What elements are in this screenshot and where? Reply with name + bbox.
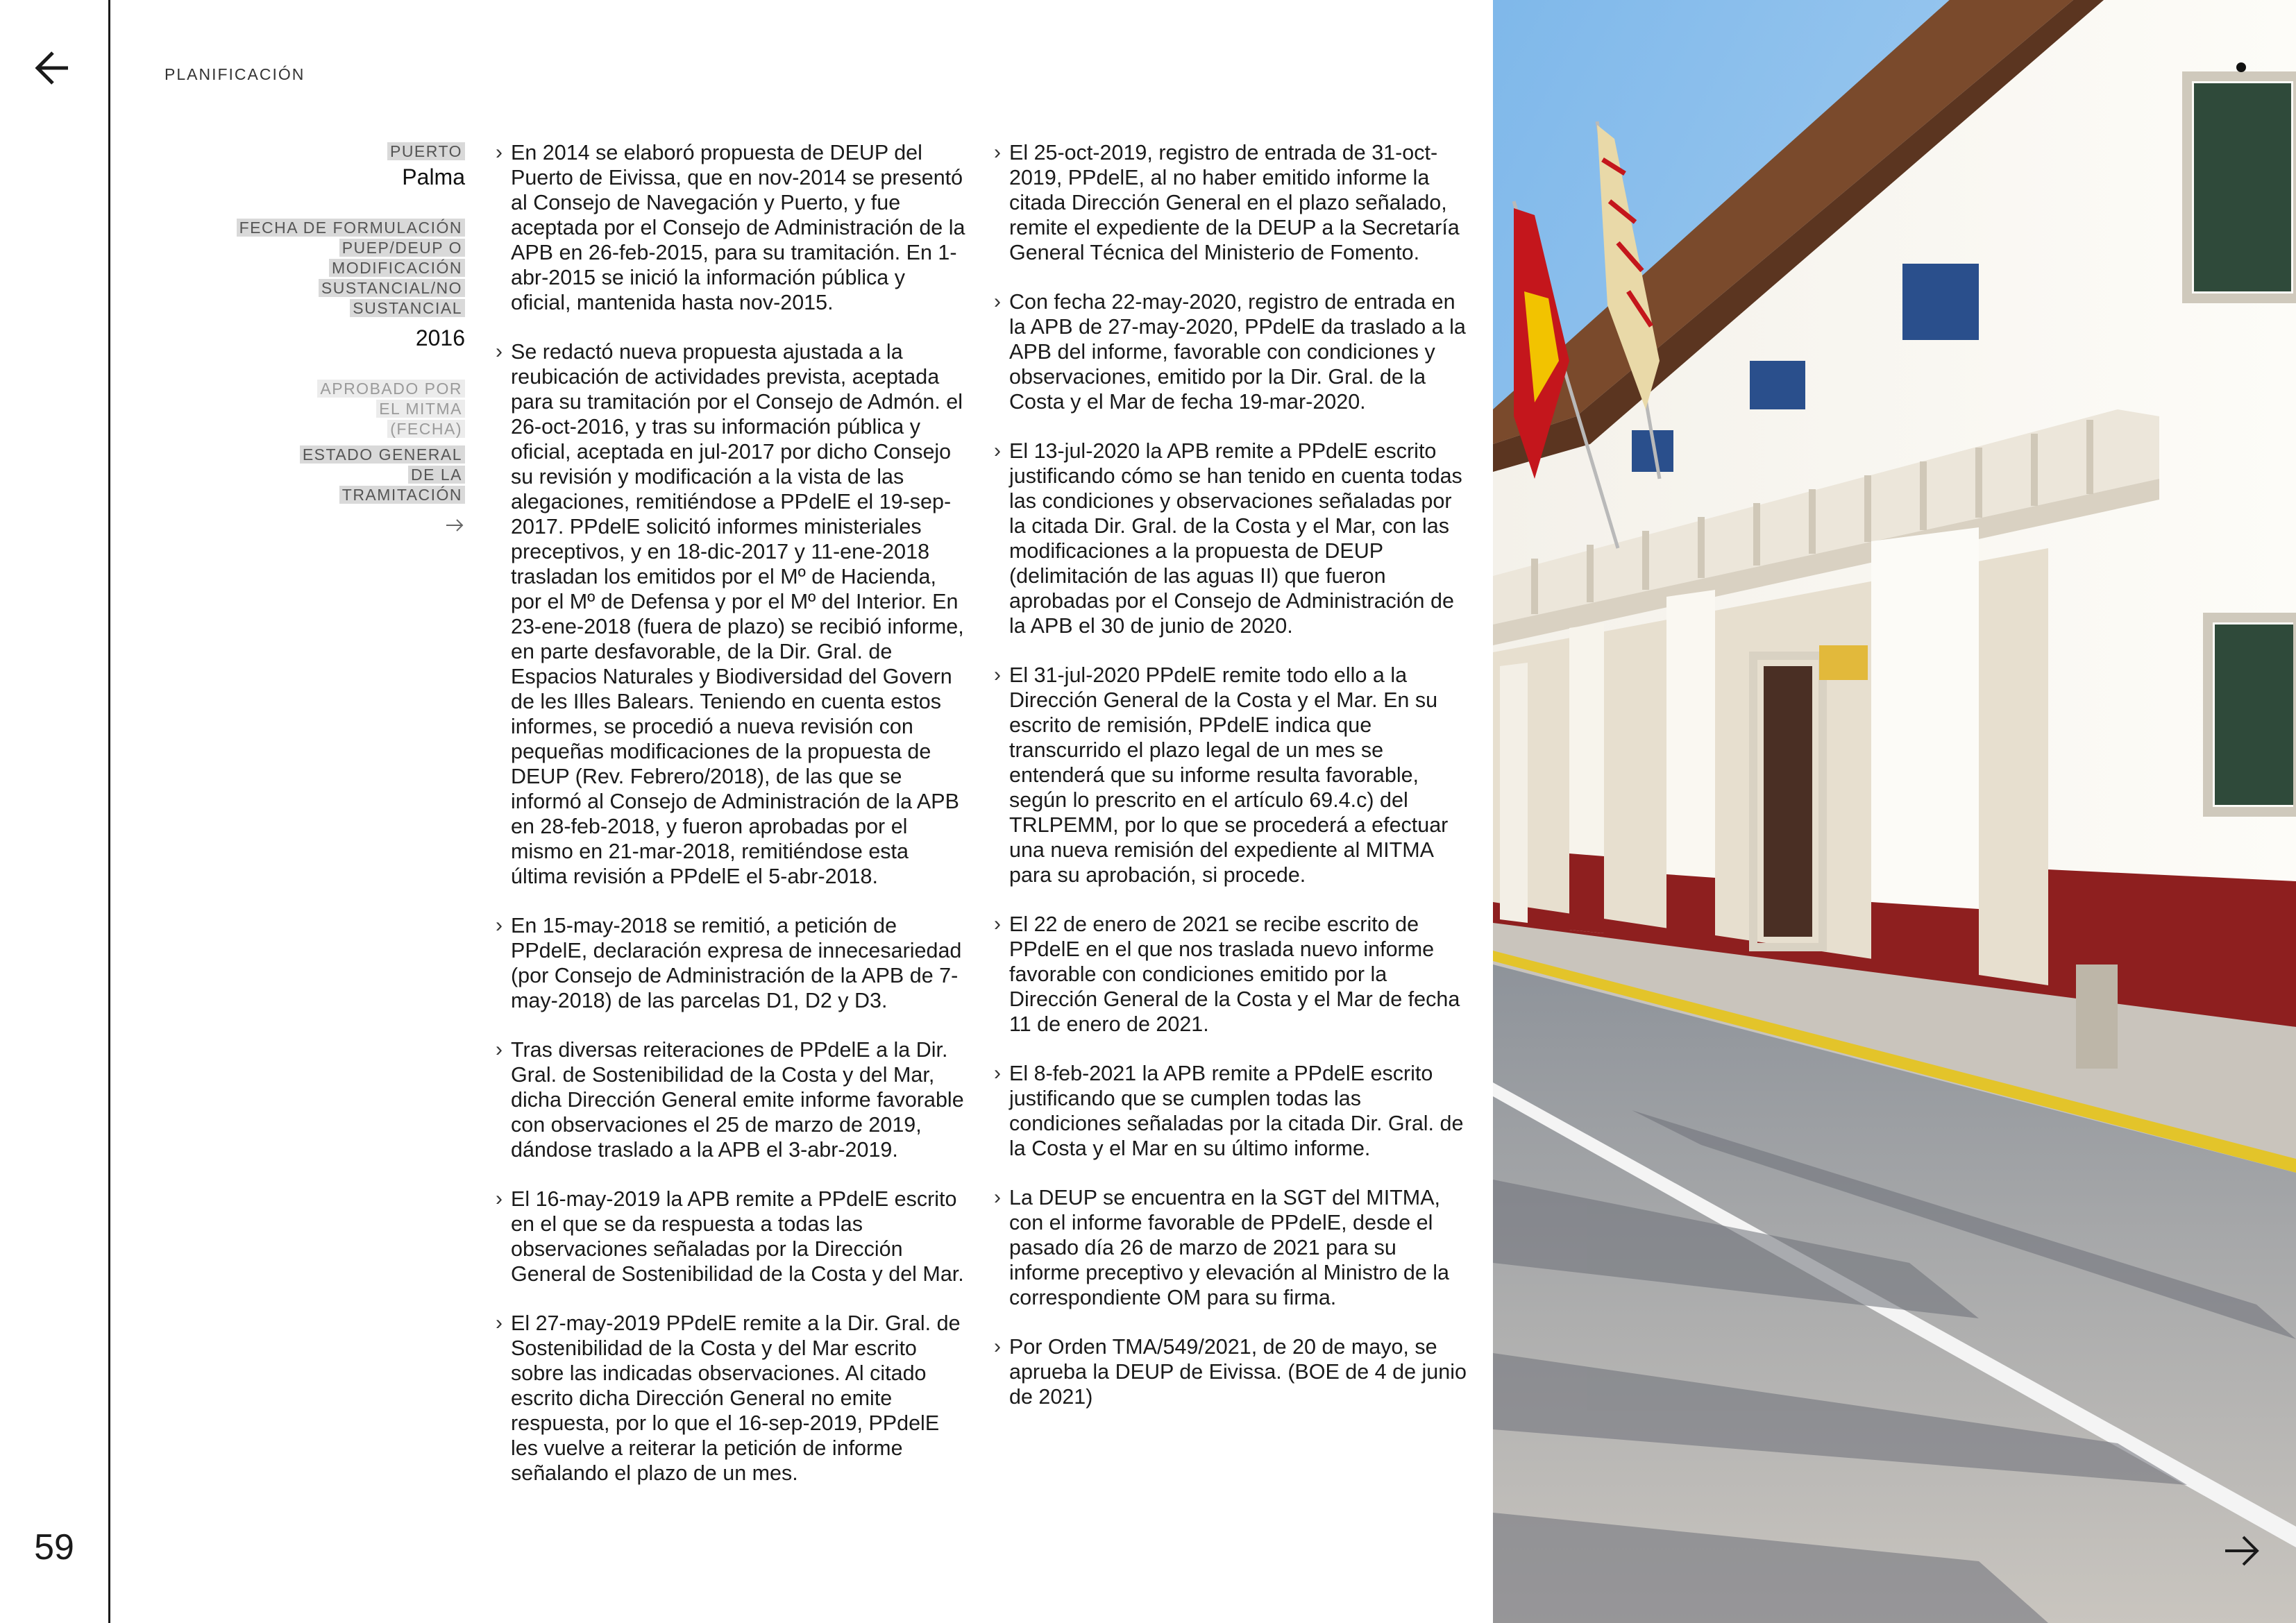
list-item: › El 25-oct-2019, registro de entrada de 31-oct-2019, PPdelE, al no haber emitido informe la citada Dirección General en el plazo señalado, remite el expediente de la DEUP a la Secretaría General Técnica del Ministerio de Fomento.	[995, 140, 1467, 265]
metadata-panel	[180, 142, 465, 536]
text-column-2	[995, 140, 1467, 1434]
list-item: › El 13-jul-2020 la APB remite a PPdelE escrito justificando cómo se han tenido en cuenta todas las condiciones y observaciones señaladas por la citada Dir. Gral. de la Costa y el Mar, con las modificaciones a la propuesta de DEUP (delimitación de las aguas II) que fueron aprobadas por el Consejo de Administración de la APB el 30 de junio de 2020.	[995, 439, 1467, 638]
marker-dot	[2236, 62, 2246, 72]
list-item: › El 31-jul-2020 PPdelE remite todo ello a la Dirección General de la Costa y el Mar. En su escrito de remisión, PPdelE indica que transcurrido el plazo legal de un mes se entenderá que su informe resulta favorable, según lo prescrito en el artículo 69.4.c) del TRLPEMM, por lo que se procederá a efectuar una nueva remisión del expediente al MITMA para su aprobación, si procede.	[995, 663, 1467, 887]
puerto-label: PUERTO	[387, 142, 465, 160]
list-item: › El 8-feb-2021 la APB remite a PPdelE escrito justificando que se cumplen todas las condiciones señaladas por la citada Dir. Gral. de la Costa y el Mar en su último informe.	[995, 1061, 1467, 1161]
arrow-left-icon[interactable]	[33, 49, 72, 87]
list-item: › El 22 de enero de 2021 se recibe escrito de PPdelE en el que nos traslada nuevo informe favorable con condiciones emitido por la Dirección General de la Costa y el Mar de fecha 11 de enero de 2021.	[995, 912, 1467, 1037]
aprobado-label: APROBADO POR EL MITMA (FECHA)	[317, 380, 465, 438]
puerto-value: Palma	[402, 164, 465, 189]
arrow-right-icon[interactable]	[2221, 1530, 2263, 1572]
building-photo	[1493, 0, 2296, 1623]
section-label: PLANIFICACIÓN	[164, 65, 305, 83]
list-item: › Por Orden TMA/549/2021, de 20 de mayo, se aprueba la DEUP de Eivissa. (BOE de 4 de junio de 2021)	[995, 1334, 1467, 1409]
list-item: › En 2014 se elaboró propuesta de DEUP del Puerto de Eivissa, que en nov-2014 se presentó al Consejo de Navegación y Puerto, y fue aceptada por el Consejo de Administración de la APB en 26-feb-2015, para su tramitación. En 1-abr-2015 se inició la información pública y oficial, mantenida hasta nov-2015.	[497, 140, 969, 315]
estado-label: ESTADO GENERAL DE LA TRAMITACIÓN	[300, 445, 465, 504]
fecha-value: 2016	[415, 325, 465, 350]
page-number: 59	[34, 1527, 74, 1567]
list-item: › La DEUP se encuentra en la SGT del MITMA, con el informe favorable de PPdelE, desde el pasado día 26 de marzo de 2021 para su informe preceptivo y elevación al Ministro de la correspondiente OM para su firma.	[995, 1185, 1467, 1310]
nav-rail	[0, 0, 110, 1623]
list-item: › El 27-may-2019 PPdelE remite a la Dir. Gral. de Sostenibilidad de la Costa y del Mar escrito sobre las indicadas observaciones. Al citado escrito dicha Dirección General no emite respuesta, por lo que el 16-sep-2019, PPdelE les vuelve a reiterar la petición de informe señalando el plazo de un mes.	[497, 1311, 969, 1486]
text-column-1	[497, 140, 969, 1510]
list-item: › Se redactó nueva propuesta ajustada a la reubicación de actividades prevista, aceptada para su tramitación por el Consejo de Admón. el 26-oct-2016, y tras su información pública y oficial, aceptada en jul-2017 por dicho Consejo su revisión y modificación a la vista de las alegaciones, remitiéndose a PPdelE el 19-sep-2017. PPdelE solicitó informes ministeriales preceptivos, y en 18-dic-2017 y 11-ene-2018 trasladan los emitidos por el Mº de Hacienda, por el Mº de Defensa y por el Mº del Interior. En 23-ene-2018 (fuera de plazo) se recibió informe, en parte desfavorable, de la Dir. Gral. de Espacios Naturales y Biodiversidad del Govern de les Illes Balears. Teniendo en cuenta estos informes, se procedió a nueva revisión con pequeñas modificaciones de la propuesta de DEUP (Rev. Febrero/2018), de las que se informó al Consejo de Administración de la APB en 28-feb-2018, y fueron aprobadas por el mismo en 21-mar-2018, remitiéndose esta última revisión a PPdelE el 5-abr-2018.	[497, 339, 969, 889]
list-item: › El 16-may-2019 la APB remite a PPdelE escrito en el que se da respuesta a todas las observaciones señaladas por la Dirección General de Sostenibilidad de la Costa y del Mar.	[497, 1187, 969, 1286]
list-item: › Tras diversas reiteraciones de PPdelE a la Dir. Gral. de Sostenibilidad de la Costa y del Mar, dicha Dirección General emite informe favorable con observaciones el 25 de marzo de 2019, dándose traslado a la APB el 3-abr-2019.	[497, 1037, 969, 1162]
arrow-right-icon[interactable]	[444, 518, 465, 533]
list-item: › En 15-may-2018 se remitió, a petición de PPdelE, declaración expresa de innecesariedad (por Consejo de Administración de la APB de 7-may-2018) de las parcelas D1, D2 y D3.	[497, 913, 969, 1013]
list-item: › Con fecha 22-may-2020, registro de entrada en la APB de 27-may-2020, PPdelE da traslado a la APB del informe, favorable con condiciones y observaciones, emitido por la Dir. Gral. de la Costa y el Mar de fecha 19-mar-2020.	[995, 289, 1467, 414]
fecha-label: FECHA DE FORMULACIÓN PUEP/DEUP O MODIFICACIÓN SUSTANCIAL/NO SUSTANCIAL	[237, 219, 465, 317]
